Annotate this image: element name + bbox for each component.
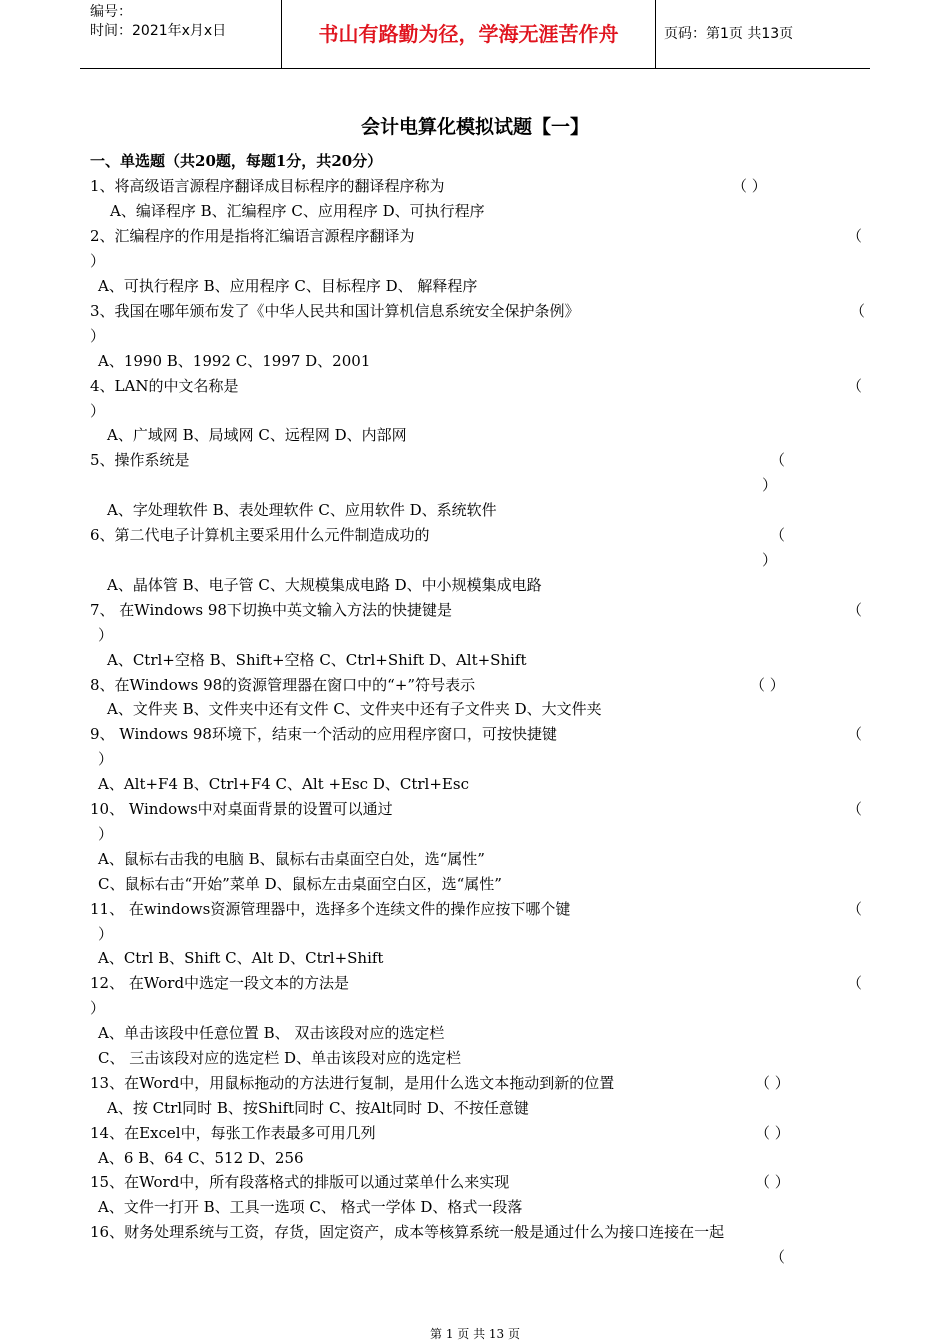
text-line: （ bbox=[847, 227, 863, 245]
text-line: A、Ctrl+空格 B、Shift+空格 C、Ctrl+Shift D、Alt+Shift bbox=[107, 651, 527, 669]
text-line: ） bbox=[98, 626, 114, 644]
text-line: （ bbox=[847, 377, 863, 395]
text-line: （ ） bbox=[732, 177, 767, 195]
text-line: A、广域网 B、局域网 C、远程网 D、内部网 bbox=[107, 426, 407, 444]
text-line: A、按 Ctrl同时 B、按Shift同时 C、按Alt同时 D、不按任意键 bbox=[107, 1099, 529, 1117]
text-line: A、晶体管 B、电子管 C、大规模集成电路 D、中小规模集成电路 bbox=[107, 576, 542, 594]
text-line: ） bbox=[90, 327, 106, 345]
text-line: （ bbox=[847, 725, 863, 743]
text-line: A、文件夹 B、文件夹中还有文件 C、文件夹中还有子文件夹 D、大文件夹 bbox=[107, 700, 602, 718]
text-line: 5、操作系统是 bbox=[90, 451, 190, 469]
text-line: A、文件一打开 B、工具一选项 C、 格式一学体 D、格式一段落 bbox=[98, 1198, 523, 1216]
text-line: 16、财务处理系统与工资，存货，固定资产，成本等核算系统一般是通过什么为接口连接在一起 bbox=[90, 1223, 725, 1241]
text-line: （ bbox=[847, 974, 863, 992]
text-line: 11、 在windows资源管理器中，选择多个连续文件的操作应按下哪个键 bbox=[90, 900, 571, 918]
text-line: C、 三击该段对应的选定栏 D、单击该段对应的选定栏 bbox=[98, 1049, 462, 1067]
text-line: A、编译程序 B、汇编程序 C、应用程序 D、可执行程序 bbox=[110, 202, 485, 220]
text-line: （ bbox=[770, 1248, 786, 1266]
text-line: （ ） bbox=[750, 676, 785, 694]
text-line: 15、在Word中，所有段落格式的排版可以通过菜单什么来实现 bbox=[90, 1173, 510, 1191]
text-line: （ bbox=[850, 302, 866, 320]
text-line: ） bbox=[90, 252, 106, 270]
text-line: 8、在Windows 98的资源管理器在窗口中的“+”符号表示 bbox=[90, 676, 476, 694]
text-line: C、鼠标右击“开始”菜单 D、鼠标左击桌面空白区，选“属性” bbox=[98, 875, 502, 893]
text-line: A、鼠标右击我的电脑 B、鼠标右击桌面空白处，选“属性” bbox=[98, 850, 485, 868]
section-title: 一、单选题（共20题，每题1分，共20分） bbox=[90, 152, 383, 170]
page-header bbox=[80, 0, 870, 69]
text-line: ） bbox=[98, 750, 114, 768]
text-line: （ ） bbox=[755, 1173, 790, 1191]
text-line: 13、在Word中，用鼠标拖动的方法进行复制，是用什么选文本拖动到新的位置 bbox=[90, 1074, 615, 1092]
text-line: A、6 B、64 C、512 D、256 bbox=[98, 1149, 304, 1167]
text-line: 14、在Excel中，每张工作表最多可用几列 bbox=[90, 1124, 376, 1142]
text-line: ） bbox=[90, 999, 106, 1017]
text-line: 10、 Windows中对桌面背景的设置可以通过 bbox=[90, 800, 393, 818]
text-line: （ bbox=[770, 451, 786, 469]
text-line: A、单击该段中任意位置 B、 双击该段对应的选定栏 bbox=[98, 1024, 445, 1042]
page-footer: 第 1 页 共 13 页 bbox=[430, 1327, 520, 1341]
text-line: 7、 在Windows 98下切换中英文输入方法的快捷键是 bbox=[90, 601, 452, 619]
text-line: 4、LAN的中文名称是 bbox=[90, 377, 239, 395]
text-line: 6、第二代电子计算机主要采用什么元件制造成功的 bbox=[90, 526, 430, 544]
text-line: （ bbox=[847, 601, 863, 619]
text-line: （ ） bbox=[755, 1124, 790, 1142]
text-line: 2、汇编程序的作用是指将汇编语言源程序翻译为 bbox=[90, 227, 415, 245]
text-line: ） bbox=[98, 925, 114, 943]
text-line: ） bbox=[90, 402, 106, 420]
text-line: ） bbox=[98, 825, 114, 843]
text-line: 12、 在Word中选定一段文本的方法是 bbox=[90, 974, 350, 992]
text-line: ） bbox=[762, 551, 778, 569]
text-line: A、Ctrl B、Shift C、Alt D、Ctrl+Shift bbox=[98, 949, 384, 967]
text-line: 1、将高级语言源程序翻译成目标程序的翻译程序称为 bbox=[90, 177, 445, 195]
text-line: （ bbox=[770, 526, 786, 544]
text-line: 9、 Windows 98环境下，结束一个活动的应用程序窗口，可按快捷键 bbox=[90, 725, 557, 743]
number-label: 编号： bbox=[90, 4, 132, 20]
header-page-info: 页码：第1页 共13页 bbox=[664, 26, 794, 42]
text-line: A、字处理软件 B、表处理软件 C、应用软件 D、系统软件 bbox=[107, 501, 497, 519]
document-title: 会计电算化模拟试题【一】 bbox=[360, 116, 589, 138]
text-line: （ bbox=[847, 800, 863, 818]
text-line: A、Alt+F4 B、Ctrl+F4 C、Alt +Esc D、Ctrl+Esc bbox=[98, 775, 469, 793]
text-line: A、可执行程序 B、应用程序 C、目标程序 D、 解释程序 bbox=[98, 277, 478, 295]
text-line: （ ） bbox=[755, 1074, 790, 1092]
text-line: （ bbox=[847, 900, 863, 918]
header-info bbox=[80, 0, 280, 68]
time-label: 时间：2021年x月x日 bbox=[90, 23, 227, 39]
text-line: 3、我国在哪年颁布发了《中华人民共和国计算机信息系统安全保护条例》 bbox=[90, 302, 580, 320]
header-motto: 书山有路勤为径，学海无涯苦作舟 bbox=[281, 0, 656, 68]
text-line: ） bbox=[762, 476, 778, 494]
text-line: A、1990 B、1992 C、1997 D、2001 bbox=[98, 352, 371, 370]
